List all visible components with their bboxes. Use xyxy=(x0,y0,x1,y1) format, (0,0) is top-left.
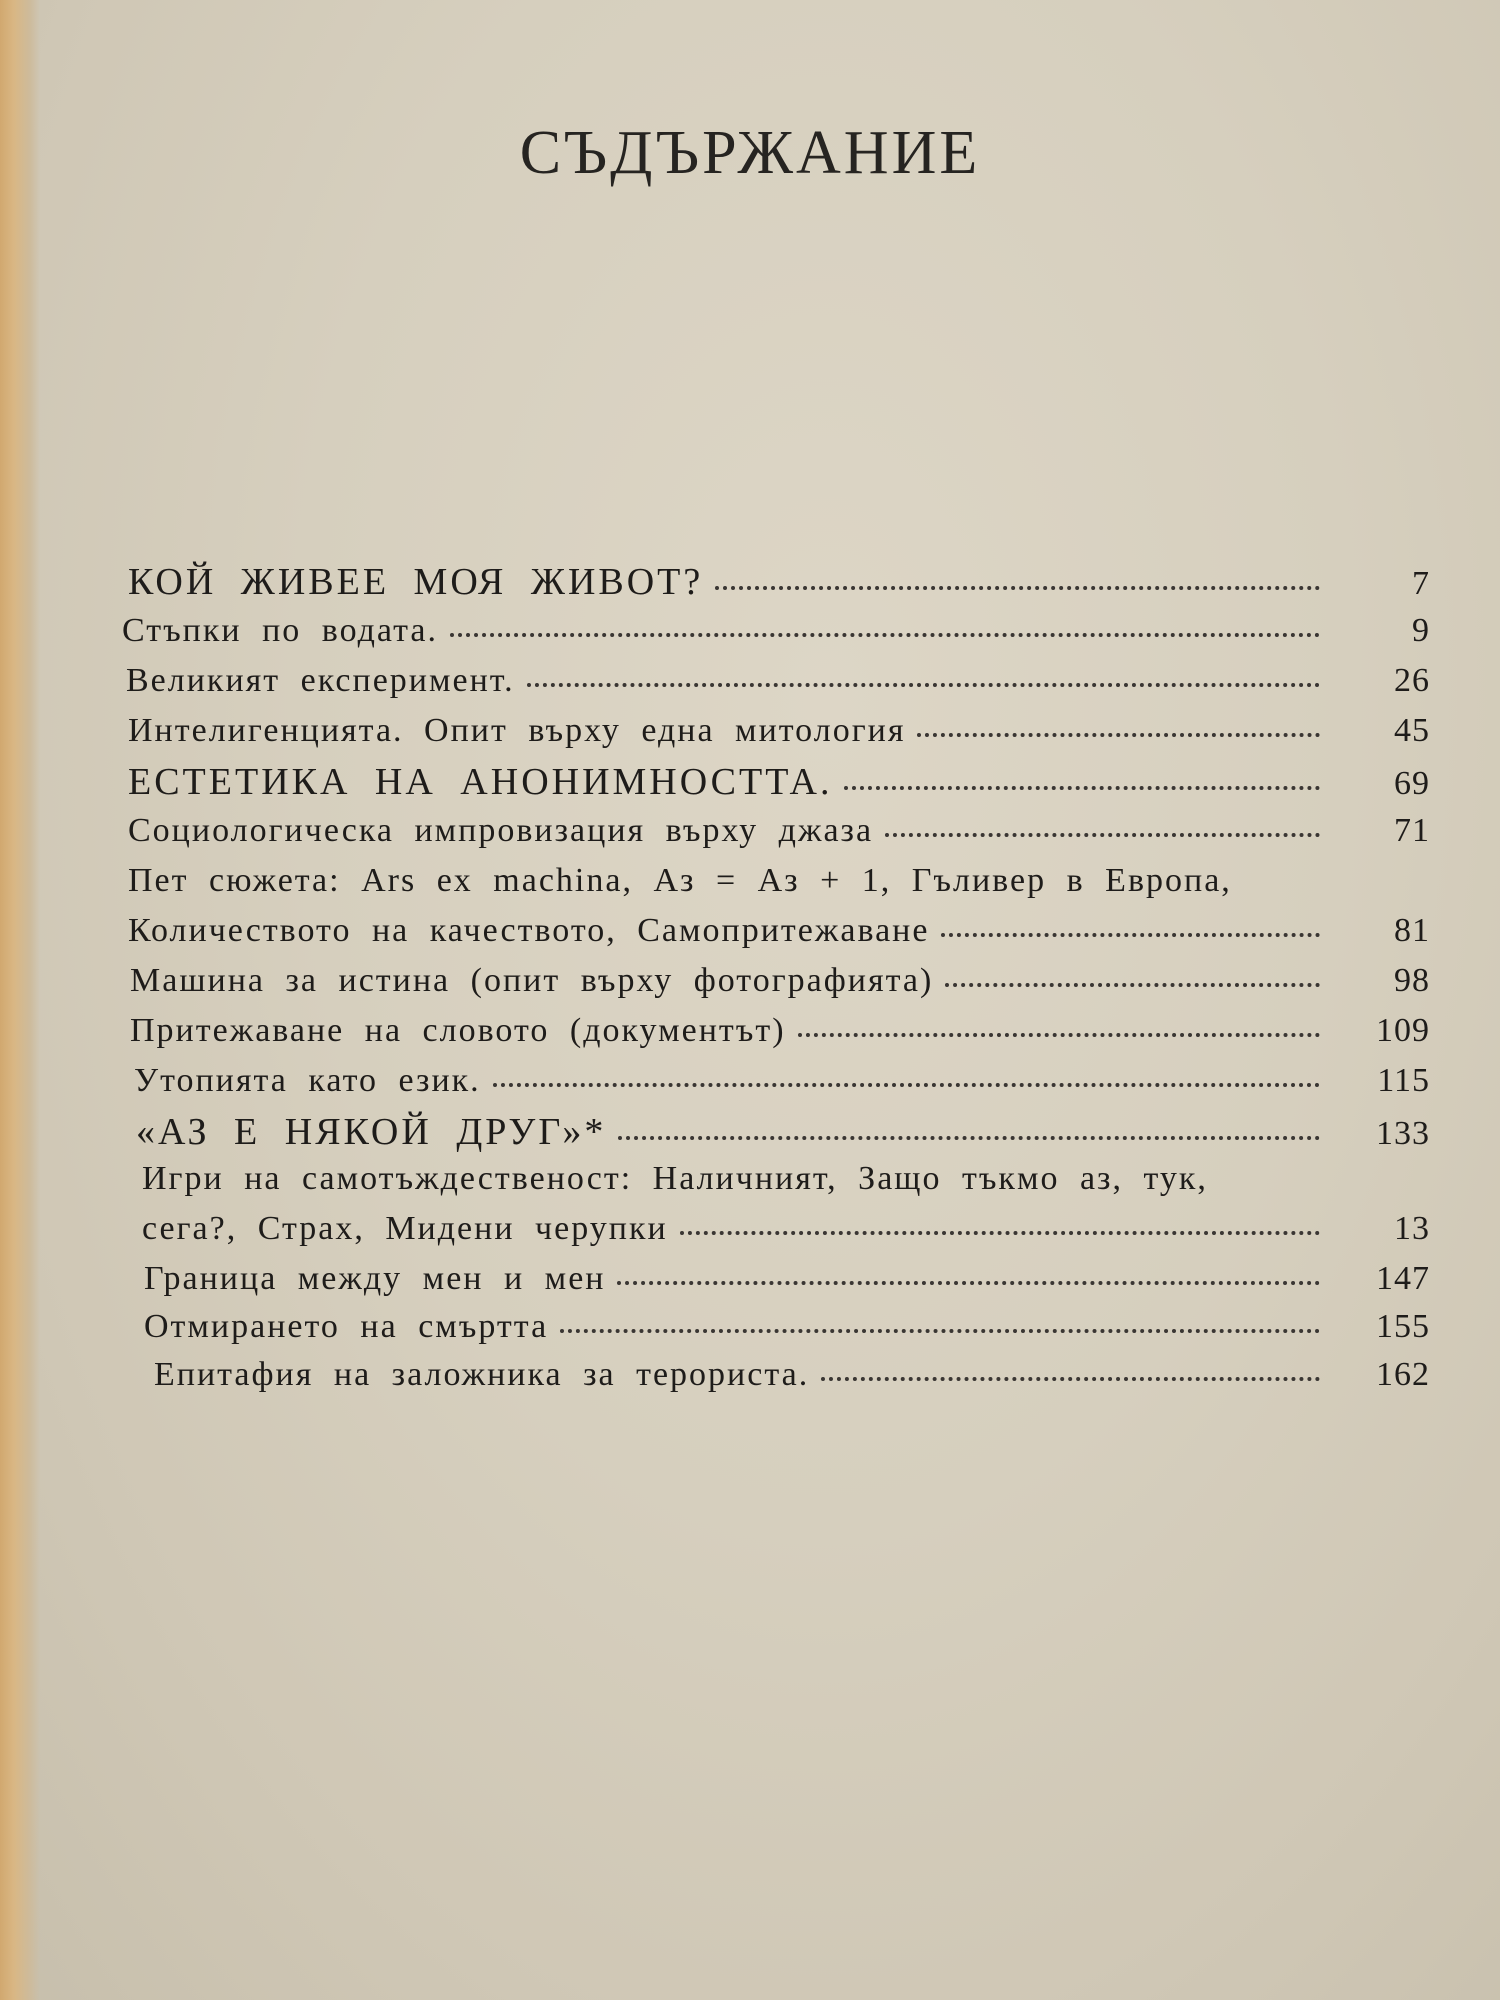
toc-entry xyxy=(128,712,1430,758)
toc-entry xyxy=(128,760,1430,806)
toc-page-number: 133 xyxy=(1376,1115,1430,1152)
toc-entry xyxy=(134,1062,1430,1108)
toc-entry-title: Епитафия на заложника за терориста. xyxy=(154,1356,810,1393)
dot-leader xyxy=(450,633,1320,637)
toc-entry xyxy=(122,612,1430,658)
toc-entry-title: Утопията като език. xyxy=(134,1062,481,1099)
toc-entry-line xyxy=(142,1160,1208,1206)
toc-page-number: 98 xyxy=(1394,962,1430,999)
toc-page-number: 13 xyxy=(1394,1210,1430,1247)
toc-entry-title: Игри на самотъждественост: Наличният, Защо тъкмо аз, тук, xyxy=(142,1160,1208,1197)
toc-entry-title: Стъпки по водата. xyxy=(122,612,438,649)
toc-entry xyxy=(144,1260,1430,1306)
toc-entry xyxy=(128,812,1430,858)
page-title: СЪДЪРЖАНИЕ xyxy=(519,119,981,187)
toc-entry-title: КОЙ ЖИВЕЕ МОЯ ЖИВОТ? xyxy=(128,561,704,603)
dot-leader xyxy=(821,1377,1320,1381)
toc-entry-title: Социологическа импровизация върху джаза xyxy=(128,812,874,849)
toc-entry xyxy=(128,560,1430,606)
toc-page-number: 7 xyxy=(1412,565,1430,602)
toc-page-number: 147 xyxy=(1376,1260,1430,1297)
toc-entry xyxy=(142,1210,1430,1256)
dot-leader xyxy=(680,1231,1320,1235)
toc-page-number: 45 xyxy=(1394,712,1430,749)
toc-entry-title: Количеството на качеството, Самопритежаване xyxy=(128,912,930,949)
dot-leader xyxy=(493,1083,1320,1087)
toc-page-number: 162 xyxy=(1376,1356,1430,1393)
toc-entry xyxy=(130,1012,1430,1058)
toc-entry-title: «АЗ Е НЯКОЙ ДРУГ»* xyxy=(136,1111,607,1153)
dot-leader xyxy=(618,1136,1320,1140)
toc-entry-title: Притежаване на словото (документът) xyxy=(130,1012,786,1049)
toc-page-number: 81 xyxy=(1394,912,1430,949)
dot-leader xyxy=(715,586,1320,590)
toc-entry xyxy=(136,1110,1430,1156)
toc-page-number: 115 xyxy=(1377,1062,1430,1099)
toc-entry xyxy=(144,1308,1430,1354)
dot-leader xyxy=(798,1033,1320,1037)
toc-page-number: 109 xyxy=(1376,1012,1430,1049)
dot-leader xyxy=(527,683,1320,687)
dot-leader xyxy=(885,833,1320,837)
toc-entry xyxy=(154,1356,1430,1402)
toc-entry xyxy=(128,912,1430,958)
toc-page-number: 71 xyxy=(1394,812,1430,849)
toc-entry-line xyxy=(128,862,1232,908)
toc-entry-title: сега?, Страх, Мидени черупки xyxy=(142,1210,668,1247)
dot-leader xyxy=(941,933,1320,937)
toc-entry xyxy=(130,962,1430,1008)
toc-entry-title: Великият експеримент. xyxy=(126,662,515,699)
toc-entry xyxy=(126,662,1430,708)
toc-page-number: 69 xyxy=(1394,765,1430,802)
dot-leader xyxy=(617,1281,1320,1285)
dot-leader xyxy=(560,1329,1320,1333)
dot-leader xyxy=(844,786,1320,790)
dot-leader xyxy=(917,733,1320,737)
toc-entry-title: Граница между мен и мен xyxy=(144,1260,606,1297)
toc-entry-title: Машина за истина (опит върху фотографията) xyxy=(130,962,934,999)
toc-page-number: 26 xyxy=(1394,662,1430,699)
toc-entry-title: ЕСТЕТИКА НА АНОНИМНОСТТА. xyxy=(128,761,833,803)
dot-leader xyxy=(945,983,1320,987)
toc-entry-title: Пет сюжета: Ars ex machina, Аз = Аз + 1, Гъливер в Европа, xyxy=(128,862,1232,899)
toc-entry-title: Интелигенцията. Опит върху една митология xyxy=(128,712,906,749)
toc-entry-title: Отмирането на смъртта xyxy=(144,1308,549,1345)
toc-page-number: 9 xyxy=(1412,612,1430,649)
toc-page-number: 155 xyxy=(1376,1308,1430,1345)
